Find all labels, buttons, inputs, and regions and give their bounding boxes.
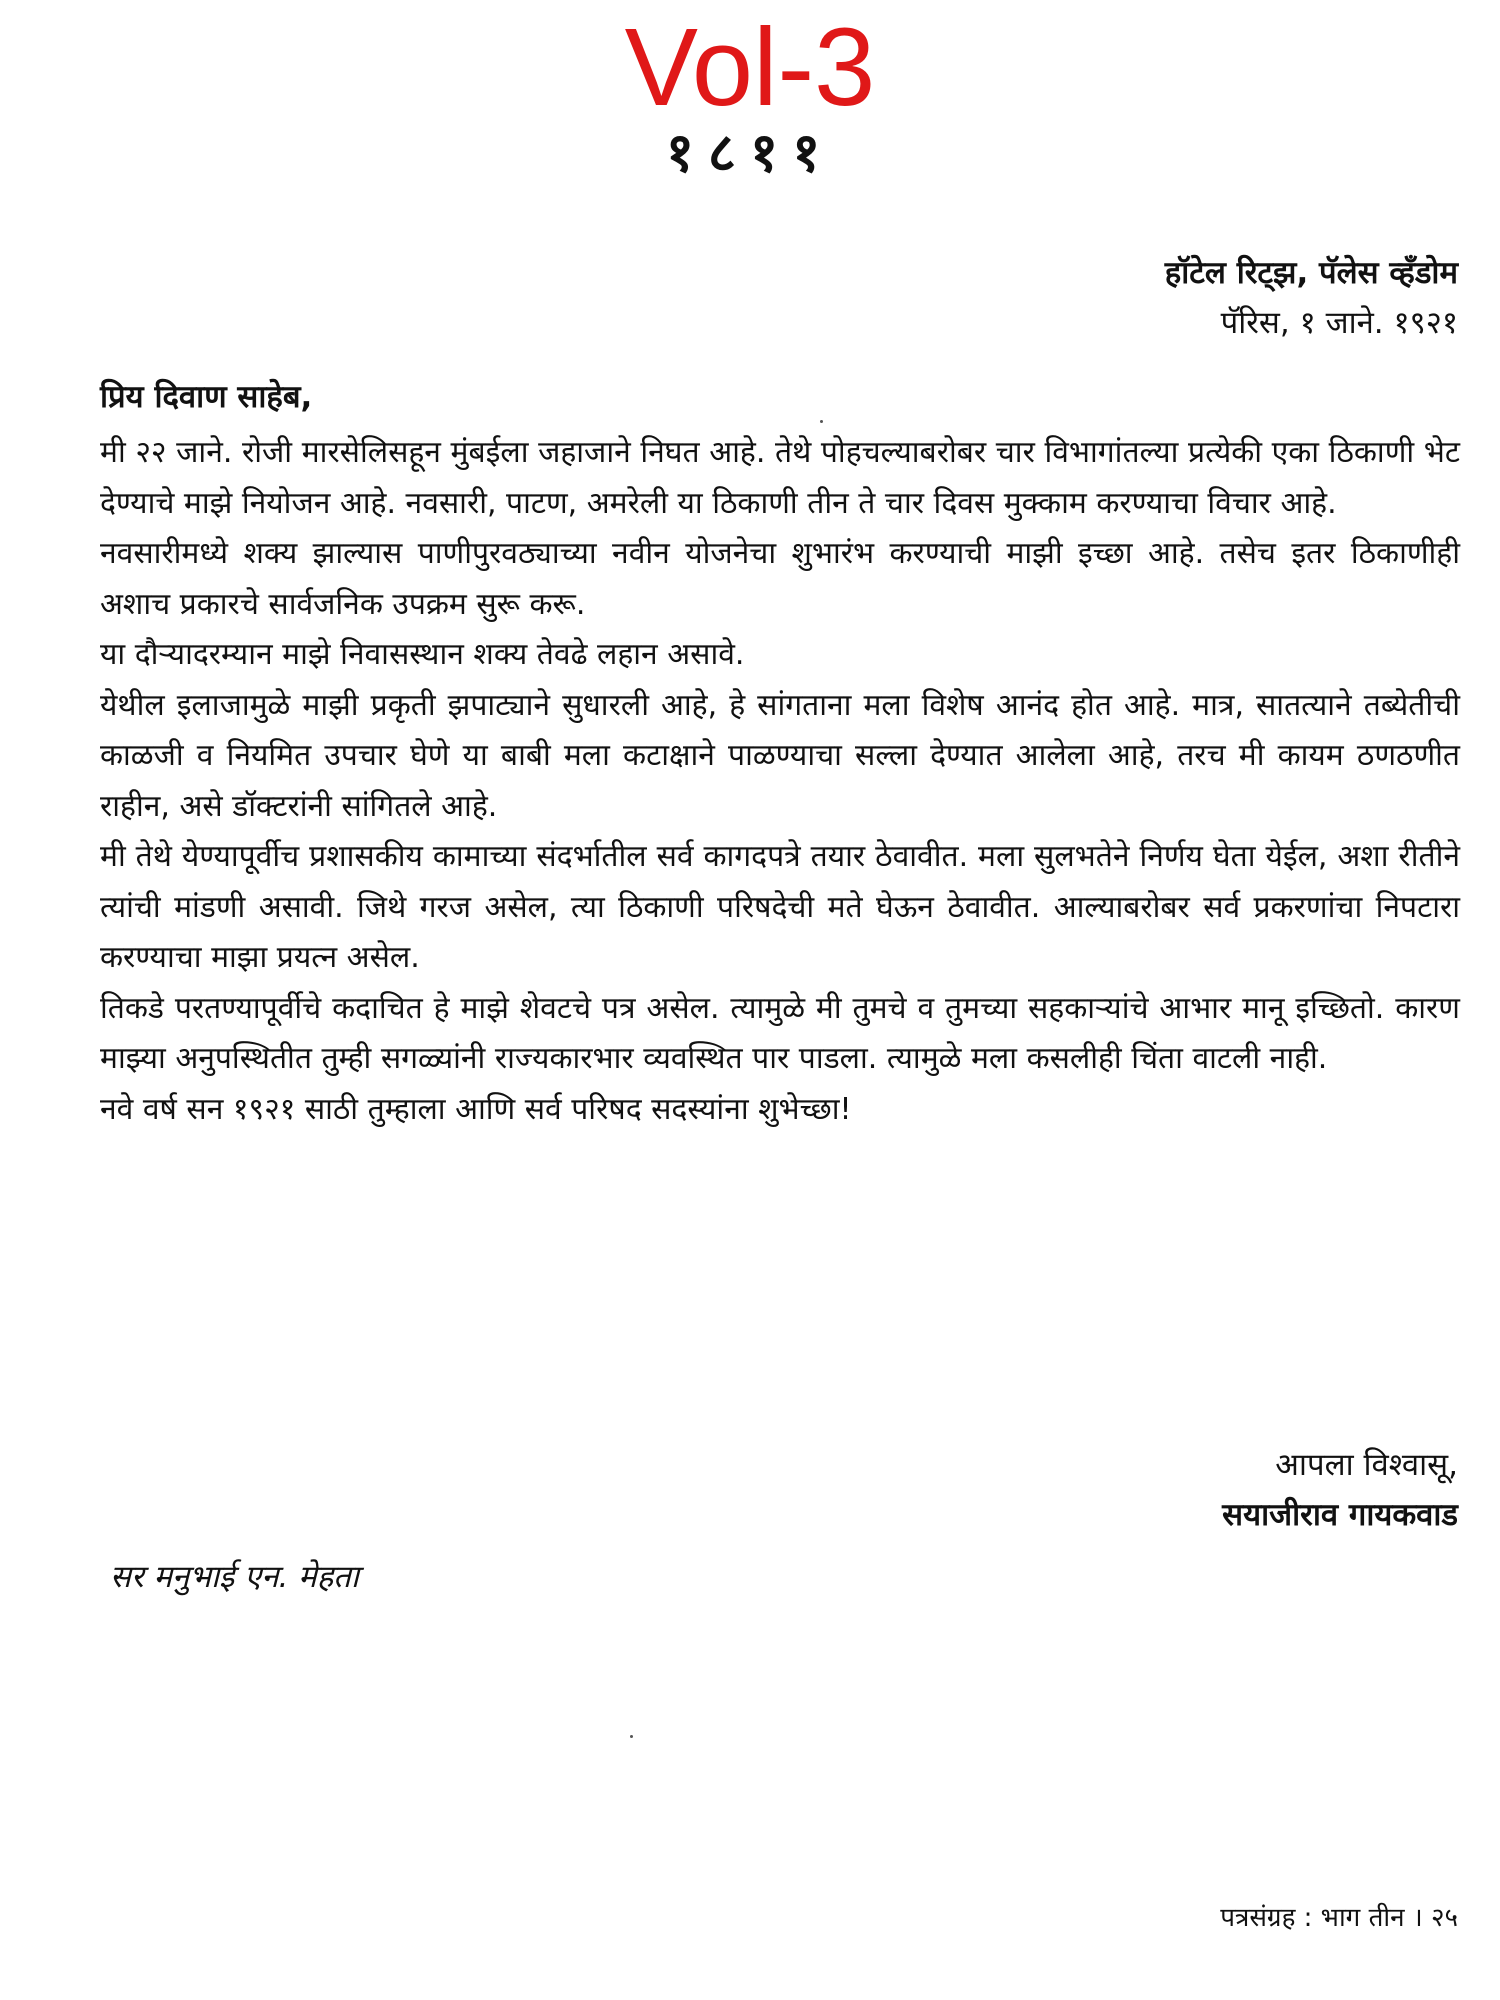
sender-address: [1165, 248, 1458, 348]
paragraph: नवसारीमध्ये शक्य झाल्यास पाणीपुरवठ्याच्या नवीन योजनेचा शुभारंभ करण्याची माझी इच्छा आहे. तसेच इतर ठिकाणीही अशाच प्रकारचे सार्वजनिक उपक्रम सुरू करू.: [100, 536, 1460, 622]
paragraph: या दौऱ्यादरम्यान माझे निवासस्थान शक्य तेवढे लहान असावे.: [100, 637, 745, 672]
paragraph: तिकडे परतण्यापूर्वीचे कदाचित हे माझे शेवटचे पत्र असेल. त्यामुळे मी तुमचे व तुमच्या सहकाऱ्यांचे आभार मानू इच्छितो. कारण माझ्या अनुपस्थितीत तुम्ही सगळ्यांनी राज्यकारभार व्यवस्थित पार पाडला. त्यामुळे मला कसलीही चिंता वाटली नाही.: [100, 990, 1460, 1076]
scan-speck: [820, 420, 823, 423]
recipient-name: सर मनुभाई एन. मेहता: [110, 1559, 359, 1595]
letter-body: [100, 428, 1460, 1135]
salutation: प्रिय दिवाण साहेब,: [100, 379, 313, 415]
paragraph: मी तेथे येण्यापूर्वीच प्रशासकीय कामाच्या संदर्भातील सर्व कागदपत्रे तयार ठेवावीत. मला सुलभतेने निर्णय घेता येईल, अशा रीतीने त्यांची मांडणी असावी. जिथे गरज असेल, त्या ठिकाणी परिषदेची मते घेऊन ठेवावीत. आल्याबरोबर सर्व प्रकरणांचा निपटारा करण्याचा माझा प्रयत्न असेल.: [100, 839, 1460, 975]
paragraph: येथील इलाजामुळे माझी प्रकृती झपाट्याने सुधारली आहे, हे सांगताना मला विशेष आनंद होत आहे. मात्र, सातत्याने तब्येतीची काळजी व नियमित उपचार घेणे या बाबी मला कटाक्षाने पाळण्याचा सल्ला देण्यात आलेला आहे, तरच मी कायम ठणठणीत राहीन, असे डॉक्टरांनी सांगितले आहे.: [100, 687, 1460, 824]
scan-speck: [630, 1735, 633, 1738]
paragraph: मी २२ जाने. रोजी मारसेलिसहून मुंबईला जहाजाने निघत आहे. तेथे पोहचल्याबरोबर चार विभागांतल्या प्रत्येकी एका ठिकाणी भेट देण्याचे माझे नियोजन आहे. नवसारी, पाटण, अमरेली या ठिकाणी तीन ते चार दिवस मुक्काम करण्याचा विचार आहे.: [100, 435, 1460, 521]
signature-name: सयाजीराव गायकवाड: [1222, 1497, 1458, 1533]
address-place: हॉटेल रिट्झ, पॅलेस व्हॅंडोम: [1164, 255, 1458, 291]
letter-number: १८११: [665, 121, 835, 184]
paragraph: नवे वर्ष सन १९२१ साठी तुम्हाला आणि सर्व परिषद सदस्यांना शुभेच्छा!: [100, 1091, 852, 1127]
closing-block: [1222, 1440, 1458, 1540]
valediction: आपला विश्वासू,: [1275, 1447, 1458, 1483]
address-date: पॅरिस, १ जाने. १९२१: [1220, 305, 1458, 341]
volume-label: Vol-3: [624, 6, 876, 129]
page-footer: पत्रसंग्रह : भाग तीन । २५: [1220, 1903, 1458, 1933]
